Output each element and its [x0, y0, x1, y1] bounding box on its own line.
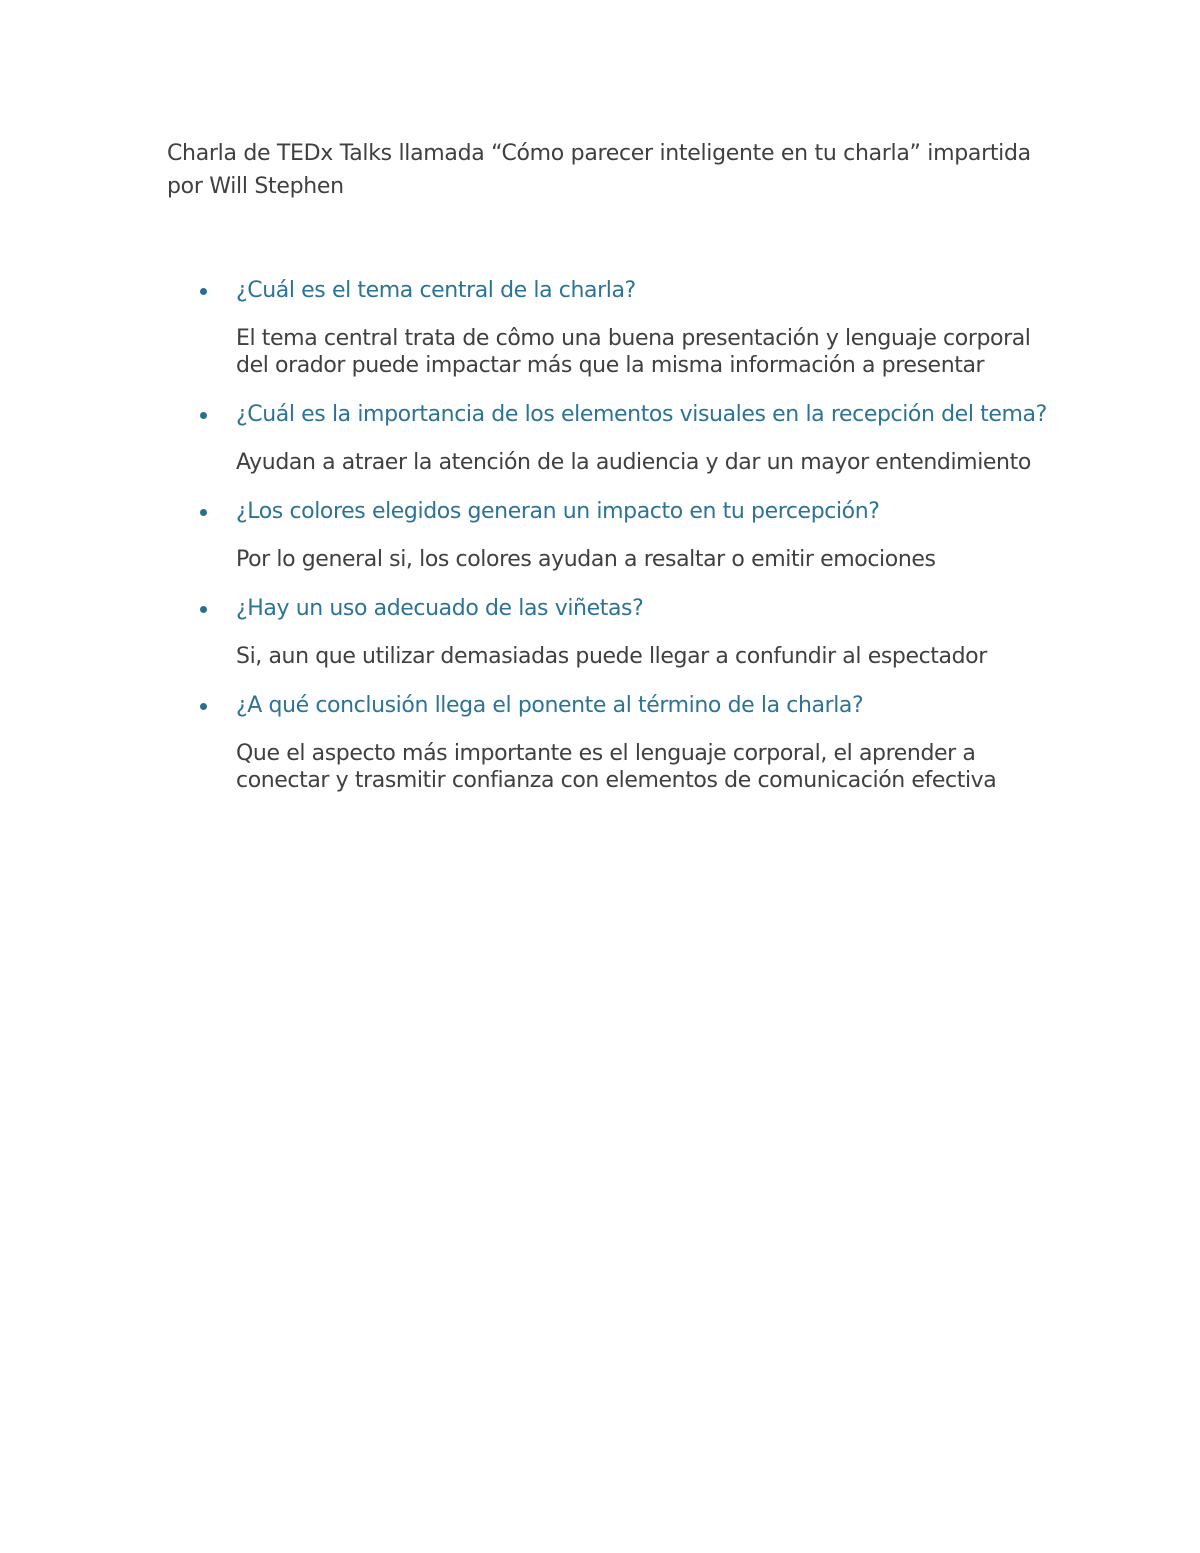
question-text: ¿Los colores elegidos generan un impacto en tu percepción?: [236, 499, 880, 524]
answer-text: El tema central trata de cômo una buena presentación y lenguaje corporal del orador puede impactar más que la misma información a presentar: [236, 326, 1031, 378]
bullet-icon: [200, 509, 207, 516]
question-text: ¿Hay un uso adecuado de las viñetas?: [236, 596, 644, 621]
list-item: [0, 590, 1200, 670]
bullet-icon: [200, 606, 207, 613]
bullet-icon: [200, 703, 207, 710]
bullet-icon: [200, 412, 207, 419]
document-title: Charla de TEDx Talks llamada “Cómo parecer inteligente en tu charla” impartida por Will Stephen: [167, 141, 1031, 199]
question-text: ¿A qué conclusión llega el ponente al término de la charla?: [236, 693, 864, 718]
list-item: [0, 687, 1200, 794]
question-text: ¿Cuál es la importancia de los elementos visuales en la recepción del tema?: [236, 402, 1047, 427]
list-item: [0, 272, 1200, 379]
question-text: ¿Cuál es el tema central de la charla?: [236, 278, 636, 303]
list-item: [0, 493, 1200, 573]
answer-text: Ayudan a atraer la atención de la audiencia y dar un mayor entendimiento: [236, 450, 1031, 475]
question-list: [0, 272, 1200, 794]
answer-text: Que el aspecto más importante es el lenguaje corporal, el aprender a conectar y trasmitir confianza con elementos de comunicación efectiva: [236, 741, 997, 793]
answer-text: Si, aun que utilizar demasiadas puede llegar a confundir al espectador: [236, 644, 987, 669]
answer-text: Por lo general si, los colores ayudan a resaltar o emitir emociones: [236, 547, 936, 572]
bullet-icon: [200, 288, 207, 295]
list-item: [0, 396, 1200, 476]
